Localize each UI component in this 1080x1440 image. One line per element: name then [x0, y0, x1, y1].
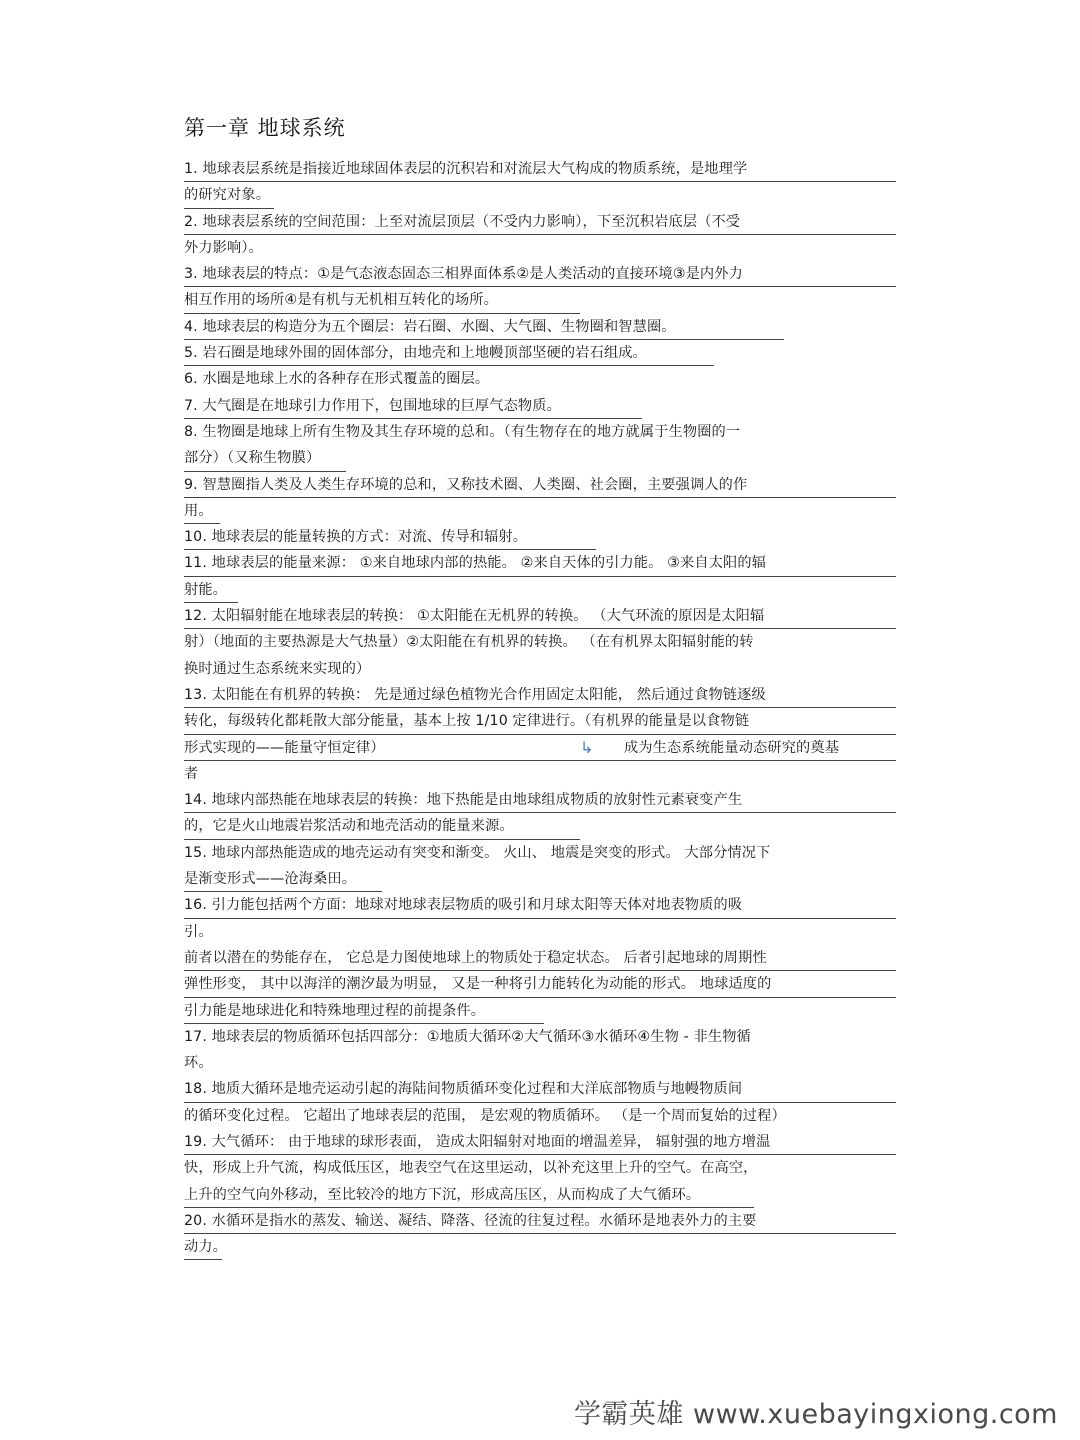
text-line: 17. 地球表层的物质循环包括四部分：①地质大循环②大气循环③水循环④生物 - 非生物循: [184, 1028, 751, 1045]
text-line: 13. 太阳能在有机界的转换： 先是通过绿色植物光合作用固定太阳能， 然后通过食物链逐级: [184, 682, 896, 708]
text-line: 的研究对象。: [184, 182, 274, 208]
text-line: 8. 生物圈是地球上所有生物及其生存环境的总和。（有生物存在的地方就属于生物圈的一: [184, 423, 741, 440]
return-arrow-icon: ↳: [580, 737, 594, 757]
text-line: 引。: [184, 923, 213, 940]
text-line: 是渐变形式——沧海桑田。: [184, 866, 382, 892]
text-line: 11. 地球表层的能量来源： ①来自地球内部的热能。 ②来自天体的引力能。 ③来自太阳的辐: [184, 550, 896, 576]
text-line: 15. 地球内部热能造成的地壳运动有突变和渐变。 火山、 地震是突变的形式。 大部分情况下: [184, 844, 771, 861]
text-line: 1. 地球表层系统是指接近地球固体表层的沉积岩和对流层大气构成的物质系统，是地理学: [184, 156, 896, 182]
text-line: 的，它是火山地震岩浆活动和地壳活动的能量来源。: [184, 813, 580, 839]
text-line: 7. 大气圈是在地球引力作用下，包围地球的巨厚气态物质。: [184, 393, 642, 419]
text-line: 14. 地球内部热能在地球表层的转换：地下热能是由地球组成物质的放射性元素衰变产生: [184, 787, 896, 813]
text-line: 相互作用的场所④是有机与无机相互转化的场所。: [184, 287, 580, 313]
text-line: 引力能是地球进化和特殊地理过程的前提条件。: [184, 998, 544, 1024]
text-line: 4. 地球表层的构造分为五个圈层：岩石圈、水圈、大气圈、生物圈和智慧圈。: [184, 314, 784, 340]
text-segment: 形式实现的——能量守恒定律）: [184, 739, 385, 756]
text-line: 部分）（又称生物膜）: [184, 445, 346, 471]
text-line: 6. 水圈是地球上水的各种存在形式覆盖的圈层。: [184, 371, 490, 388]
text-line: 换时通过生态系统来实现的）: [184, 660, 371, 677]
text-line: 射能。: [184, 577, 238, 603]
text-line: 3. 地球表层的特点：①是气态液态固态三相界面体系②是人类活动的直接环境③是内外力: [184, 261, 896, 287]
text-line: [184, 735, 896, 761]
text-line: 快，形成上升气流，构成低压区，地表空气在这里运动，以补充这里上升的空气。在高空，: [184, 1160, 758, 1177]
text-segment: 成为生态系统能量动态研究的奠基: [624, 739, 840, 756]
site-watermark: 学霸英雄 www.xuebayingxiong.com: [573, 1399, 1058, 1430]
text-line: 者: [184, 765, 199, 782]
text-line: 19. 大气循环： 由于地球的球形表面， 造成太阳辐射对地面的增温差异， 辐射强的地方增温: [184, 1129, 896, 1155]
text-line: 外力影响）。: [184, 239, 263, 256]
text-line: 18. 地质大循环是地壳运动引起的海陆间物质循环变化过程和大洋底部物质与地幔物质间: [184, 1076, 896, 1102]
text-line: 环。: [184, 1055, 213, 1072]
text-line: 10. 地球表层的能量转换的方式：对流、传导和辐射。: [184, 524, 596, 550]
text-line: 5. 岩石圈是地球外围的固体部分，由地壳和上地幔顶部坚硬的岩石组成。: [184, 340, 714, 366]
text-line: 2. 地球表层系统的空间范围：上至对流层顶层（不受内力影响），下至沉积岩底层（不受: [184, 209, 896, 235]
text-line: 弹性形变， 其中以海洋的潮汐最为明显， 又是一种将引力能转化为动能的形式。 地球适度的: [184, 971, 896, 997]
text-line: 的循环变化过程。 它超出了地球表层的范围， 是宏观的物质循环。 （是一个周而复始的过程）: [184, 1107, 786, 1124]
chapter-title: 第一章 地球系统: [184, 116, 346, 140]
text-line: 16. 引力能包括两个方面：地球对地球表层物质的吸引和月球太阳等天体对地表物质的吸: [184, 892, 896, 918]
text-line: 前者以潜在的势能存在， 它总是力图使地球上的物质处于稳定状态。 后者引起地球的周期性: [184, 945, 896, 971]
text-line: 转化，每级转化都耗散大部分能量，基本上按 1/10 定律进行。（有机界的能量是以食物链: [184, 708, 896, 734]
text-line: 20. 水循环是指水的蒸发、输送、凝结、降落、径流的往复过程。水循环是地表外力的主要: [184, 1208, 896, 1234]
text-line: 上升的空气向外移动，至比较冷的地方下沉，形成高压区，从而构成了大气循环。: [184, 1182, 754, 1208]
text-line: 动力。: [184, 1234, 222, 1260]
text-line: 9. 智慧圈指人类及人类生存环境的总和，又称技术圈、人类圈、社会圈，主要强调人的作: [184, 472, 896, 498]
document-body: [184, 156, 896, 1260]
text-line: 12. 太阳辐射能在地球表层的转换： ①太阳能在无机界的转换。 （大气环流的原因是太阳辐: [184, 603, 896, 629]
text-line: 射）（地面的主要热源是大气热量）②太阳能在有机界的转换。 （在有机界太阳辐射能的转: [184, 634, 754, 651]
text-line: 用。: [184, 498, 220, 524]
